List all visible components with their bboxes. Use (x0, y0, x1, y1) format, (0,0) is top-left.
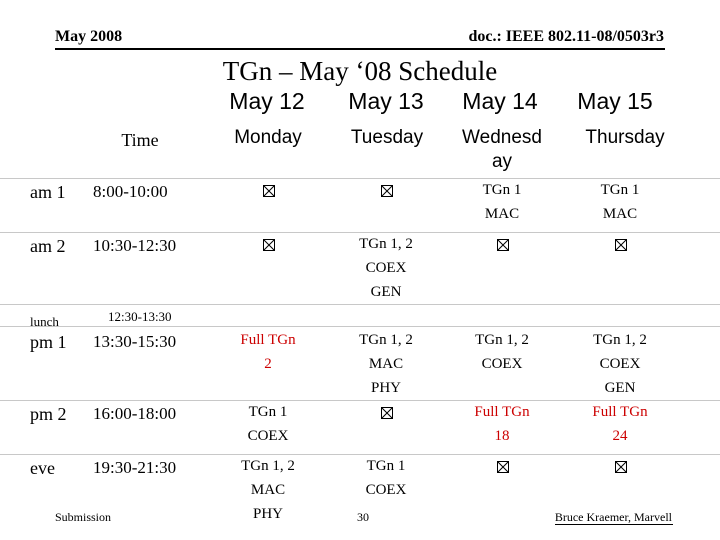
slot-label: am 2 (30, 236, 66, 256)
session-line: COEX (365, 260, 407, 276)
empty-slot-icon (263, 239, 275, 251)
session-cell (331, 454, 441, 502)
footer-author-underline (555, 524, 673, 525)
session-line: MAC (250, 482, 286, 498)
session-cell (331, 328, 441, 400)
slot-label: am 1 (30, 182, 66, 202)
time-column-header: Time (121, 130, 159, 150)
slot-label: eve (30, 458, 55, 478)
session-line: PHY (252, 506, 283, 522)
session-cell (213, 328, 323, 376)
time-range: 16:00-18:00 (93, 404, 177, 423)
time-range: 10:30-12:30 (93, 236, 177, 255)
day-header-monday: Monday (234, 127, 302, 148)
session-line: COEX (481, 356, 523, 372)
session-line: 2 (264, 356, 272, 372)
session-line: 18 (494, 428, 510, 444)
footer-page-number: 30 (357, 510, 369, 524)
session-line: TGn 1, 2 (475, 332, 529, 348)
day-header-wednesday: Wednesd ay (462, 127, 542, 172)
session-line: COEX (599, 356, 641, 372)
header-date: May 2008 (55, 28, 123, 45)
row-separator (0, 304, 720, 305)
session-cell (565, 328, 675, 400)
empty-slot-icon (615, 239, 627, 251)
session-line: TGn 1, 2 (359, 236, 413, 252)
session-cell (565, 178, 675, 226)
header-rule (55, 48, 665, 50)
session-line: TGn 1, 2 (241, 458, 295, 474)
footer-author: Bruce Kraemer, Marvell (554, 510, 672, 524)
day-header-tuesday: Tuesday (350, 127, 424, 148)
row-separator (0, 326, 720, 327)
slide-title: TGn – May ‘08 Schedule (222, 56, 498, 86)
date-header-2: May 13 (348, 88, 424, 114)
session-line: GEN (370, 284, 402, 300)
session-line: MAC (484, 206, 520, 222)
session-cell (447, 400, 557, 448)
slot-label: pm 1 (30, 332, 67, 352)
session-cell (213, 454, 323, 526)
empty-slot-icon (263, 185, 275, 197)
session-line: Full TGn (592, 404, 648, 420)
session-line: MAC (602, 206, 638, 222)
empty-slot-icon (381, 407, 393, 419)
session-line: TGn 1, 2 (359, 332, 413, 348)
session-line: Full TGn (240, 332, 296, 348)
empty-slot-icon (615, 461, 627, 473)
time-range: 13:30-15:30 (93, 332, 177, 351)
empty-slot-icon (381, 185, 393, 197)
date-header-4: May 15 (577, 88, 653, 114)
session-line: TGn 1 (482, 182, 522, 198)
session-line: COEX (247, 428, 289, 444)
session-line: TGn 1, 2 (593, 332, 647, 348)
session-cell (213, 400, 323, 448)
session-line: 24 (612, 428, 628, 444)
day-header-thursday: Thursday (585, 127, 665, 148)
slot-label: pm 2 (30, 404, 67, 424)
session-line: TGn 1 (600, 182, 640, 198)
session-line: MAC (368, 356, 404, 372)
date-header-3: May 14 (462, 88, 538, 114)
empty-slot-icon (497, 461, 509, 473)
session-cell (331, 232, 441, 304)
date-header-1: May 12 (229, 88, 305, 114)
session-cell (565, 400, 675, 448)
session-line: Full TGn (474, 404, 530, 420)
session-line: TGn 1 (248, 404, 288, 420)
session-cell (447, 328, 557, 376)
time-range: 8:00-10:00 (93, 182, 168, 201)
session-line: COEX (365, 482, 407, 498)
session-cell (447, 178, 557, 226)
session-line: TGn 1 (366, 458, 406, 474)
footer-submission: Submission (55, 510, 112, 524)
session-line: PHY (370, 380, 401, 396)
session-line: GEN (604, 380, 636, 396)
empty-slot-icon (497, 239, 509, 251)
slot-label: lunch (30, 314, 59, 329)
time-range: 12:30-13:30 (108, 309, 172, 324)
header-doc-id: doc.: IEEE 802.11-08/0503r3 (468, 28, 664, 45)
time-range: 19:30-21:30 (93, 458, 177, 477)
